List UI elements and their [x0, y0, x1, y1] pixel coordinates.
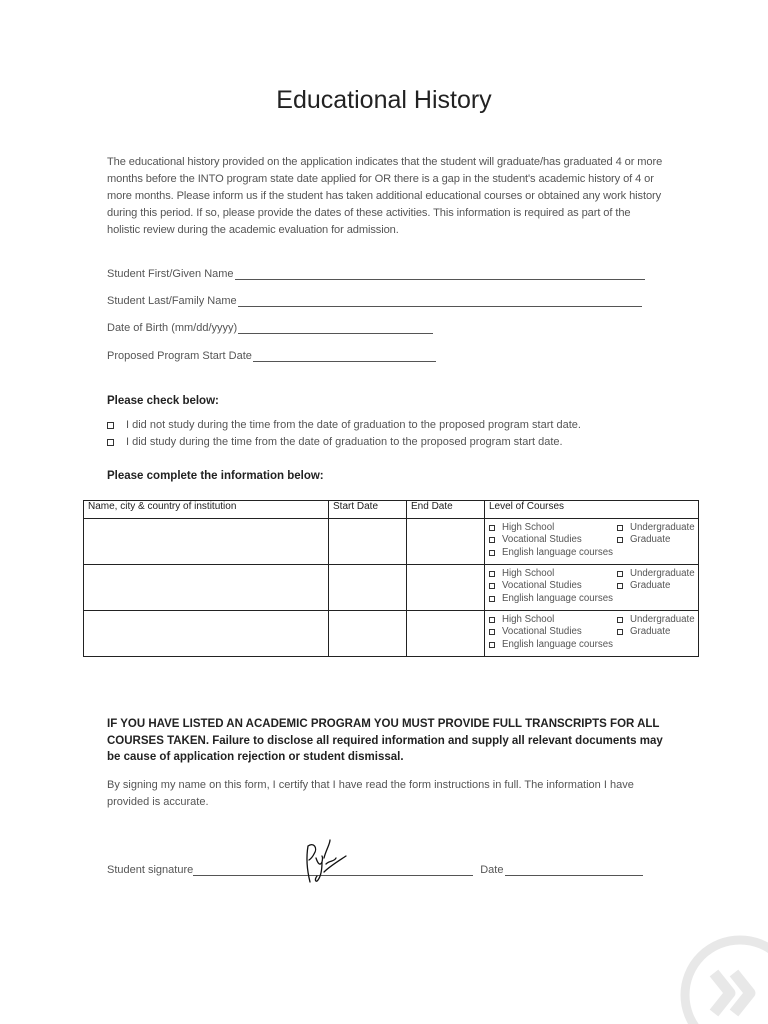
last-name-line[interactable]: [238, 296, 642, 307]
level-option-high-school[interactable]: [489, 568, 554, 579]
level-option-high-school[interactable]: [489, 614, 554, 625]
checkbox[interactable]: [489, 617, 495, 623]
level-cell: [485, 565, 699, 611]
checkbox[interactable]: [617, 583, 623, 589]
level-option-english[interactable]: [489, 547, 613, 558]
checkbox[interactable]: [489, 550, 495, 556]
level-option-label: High School: [502, 614, 555, 625]
signature-label: Student signature: [107, 864, 194, 876]
certify-statement: By signing my name on this form, I certify that I have read the form instructions in full. The information I have provided is accurate.: [107, 779, 634, 808]
checkbox[interactable]: [617, 525, 623, 531]
level-option-label: English language courses: [502, 547, 613, 558]
level-option-label: Vocational Studies: [502, 580, 582, 591]
level-option-label: Vocational Studies: [502, 534, 582, 545]
level-option-label: Graduate: [630, 580, 671, 591]
start-date-field[interactable]: [107, 350, 436, 362]
level-option-graduate[interactable]: [617, 626, 670, 637]
level-option-vocational[interactable]: [489, 626, 582, 637]
level-option-vocational[interactable]: [489, 534, 582, 545]
check-option-studied[interactable]: [107, 436, 563, 448]
checkbox[interactable]: [107, 422, 114, 429]
level-option-label: Undergraduate: [630, 614, 695, 625]
col-end-date: End Date: [407, 501, 485, 519]
checkbox[interactable]: [489, 571, 495, 577]
start-date-cell[interactable]: [329, 565, 407, 611]
level-option-undergraduate[interactable]: [617, 568, 695, 579]
table-row: [84, 565, 699, 611]
checkbox[interactable]: [107, 439, 114, 446]
level-option-undergraduate[interactable]: [617, 522, 695, 533]
level-option-english[interactable]: [489, 593, 613, 604]
dob-label: Date of Birth (mm/dd/yyyy): [107, 322, 238, 334]
date-label: Date: [480, 864, 504, 876]
end-date-cell[interactable]: [407, 565, 485, 611]
first-name-label: Student First/Given Name: [107, 268, 234, 280]
check-heading: Please check below:: [107, 395, 219, 407]
dob-field[interactable]: [107, 322, 433, 334]
level-option-graduate[interactable]: [617, 534, 670, 545]
start-date-line[interactable]: [253, 351, 436, 362]
checkbox[interactable]: [489, 525, 495, 531]
check-option-label: I did study during the time from the date of graduation to the proposed program start date.: [126, 436, 563, 448]
checkbox[interactable]: [489, 629, 495, 635]
table-header-row: [84, 501, 699, 519]
level-option-vocational[interactable]: [489, 580, 582, 591]
level-option-label: English language courses: [502, 639, 613, 650]
first-name-line[interactable]: [235, 269, 645, 280]
check-option-label: I did not study during the time from the date of graduation to the proposed program start date.: [126, 419, 581, 431]
checkbox[interactable]: [489, 583, 495, 589]
checkbox[interactable]: [489, 537, 495, 543]
level-option-graduate[interactable]: [617, 580, 670, 591]
transcript-warning: IF YOU HAVE LISTED AN ACADEMIC PROGRAM YOU MUST PROVIDE FULL TRANSCRIPTS FOR ALL COURSES TAKEN. Failure to disclose all required information and supply all relevant documents may be cause of application rejection or student dismissal.: [107, 718, 663, 763]
check-option-not-studied[interactable]: [107, 419, 581, 431]
dob-line[interactable]: [238, 323, 433, 334]
level-cell: [485, 611, 699, 657]
col-institution: Name, city & country of institution: [84, 501, 329, 519]
checkbox[interactable]: [617, 617, 623, 623]
start-date-cell[interactable]: [329, 611, 407, 657]
level-option-english[interactable]: [489, 639, 613, 650]
col-start-date: Start Date: [329, 501, 407, 519]
level-option-label: High School: [502, 522, 555, 533]
complete-heading: Please complete the information below:: [107, 470, 324, 482]
start-date-cell[interactable]: [329, 519, 407, 565]
signature-row: [107, 864, 643, 876]
level-option-label: High School: [502, 568, 555, 579]
checkbox[interactable]: [489, 642, 495, 648]
last-name-field[interactable]: [107, 295, 642, 307]
checkbox[interactable]: [489, 596, 495, 602]
checkbox[interactable]: [617, 629, 623, 635]
level-option-label: Vocational Studies: [502, 626, 582, 637]
intro-paragraph: The educational history provided on the application indicates that the student will graduate/has graduated 4 or more months before the INTO program state date applied for OR there is a gap in the student's academic history of 4 or more months. Please inform us if the student has taken additional educational courses or obtained any work history during this period. If so, please provide the dates of these activities. This information is required as part of the holistic review during the academic evaluation for admission.: [107, 156, 663, 236]
checkbox[interactable]: [617, 537, 623, 543]
level-option-high-school[interactable]: [489, 522, 554, 533]
institution-cell[interactable]: [84, 519, 329, 565]
start-date-label: Proposed Program Start Date: [107, 350, 252, 362]
level-option-undergraduate[interactable]: [617, 614, 695, 625]
table-row: [84, 611, 699, 657]
last-name-label: Student Last/Family Name: [107, 295, 237, 307]
level-option-label: Graduate: [630, 626, 671, 637]
level-option-label: Graduate: [630, 534, 671, 545]
education-table: [83, 500, 699, 657]
page-title: Educational History: [276, 86, 492, 114]
level-option-label: Undergraduate: [630, 522, 695, 533]
col-level: Level of Courses: [485, 501, 699, 519]
end-date-cell[interactable]: [407, 611, 485, 657]
table-row: [84, 519, 699, 565]
into-logo-watermark: [678, 933, 768, 1024]
level-option-label: English language courses: [502, 593, 613, 604]
level-cell: [485, 519, 699, 565]
first-name-field[interactable]: [107, 268, 645, 280]
handwritten-signature: [300, 836, 352, 896]
institution-cell[interactable]: [84, 611, 329, 657]
institution-cell[interactable]: [84, 565, 329, 611]
level-option-label: Undergraduate: [630, 568, 695, 579]
end-date-cell[interactable]: [407, 519, 485, 565]
checkbox[interactable]: [617, 571, 623, 577]
date-line[interactable]: [505, 865, 643, 876]
